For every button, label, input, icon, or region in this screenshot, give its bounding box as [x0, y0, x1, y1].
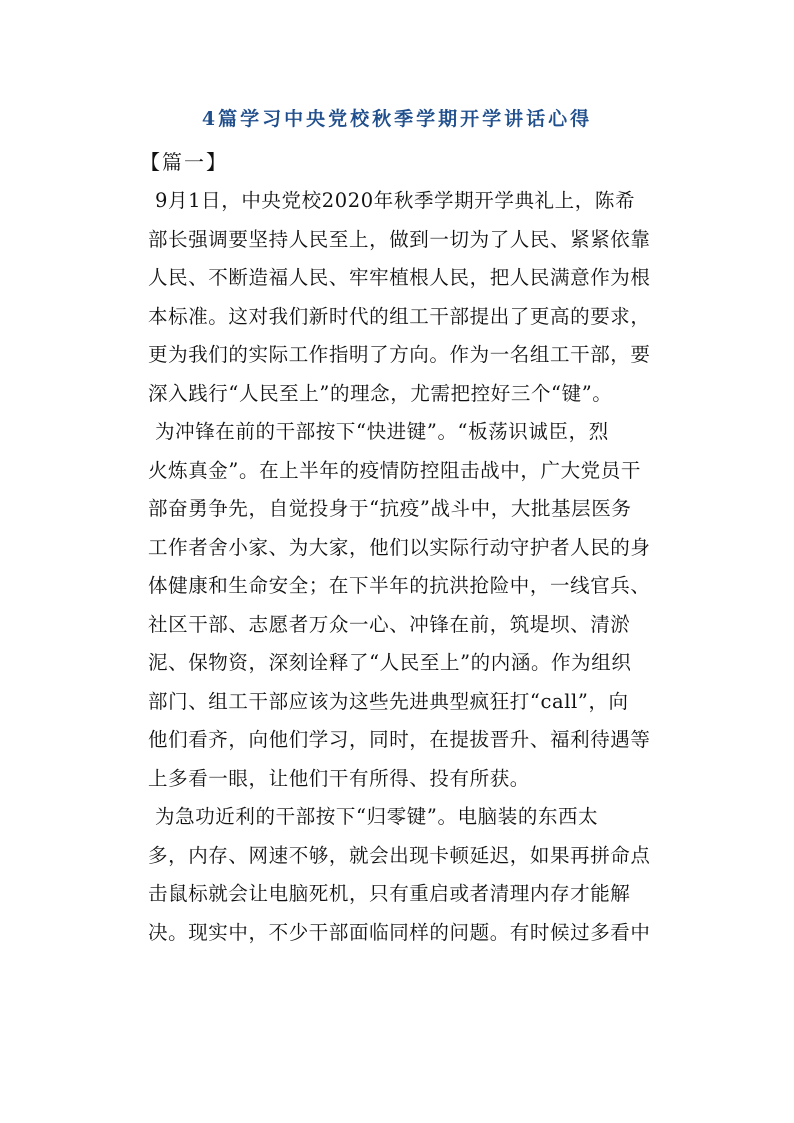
paragraph-line: 泥、保物资，深刻诠释了“人民至上”的内涵。作为组织 [148, 651, 632, 674]
paragraph-line: 多，内存、网速不够，就会出现卡顿延迟，如果再拼命点 [148, 843, 651, 867]
paragraph-line: 9月1日，中央党校2020年秋季学期开学典礼上，陈希 [155, 189, 636, 212]
paragraph-line: 部奋勇争先，自觉投身于“抗疫”战斗中，大批基层医务 [148, 497, 632, 520]
paragraph-line: 更为我们的实际工作指明了方向。作为一名组工干部，要 [148, 343, 651, 366]
paragraph-line: 为冲锋在前的干部按下“快进键”。“板荡识诚臣，烈 [155, 420, 609, 443]
paragraph-line: 他们看齐，向他们学习，同时，在提拔晋升、福利待遇等 [148, 728, 651, 751]
paragraph-line: 人民、不断造福人民、牢牢植根人民，把人民满意作为根 [148, 266, 651, 289]
paragraph-line: 社区干部、志愿者万众一心、冲锋在前，筑堤坝、清淤 [148, 612, 631, 636]
paragraph-line: 击鼠标就会让电脑死机，只有重启或者清理内存才能解 [148, 882, 631, 905]
paragraph-line: 为急功近利的干部按下“归零键”。电脑装的东西太 [155, 805, 599, 828]
paragraph-line: 火炼真金”。在上半年的疫情防控阻击战中，广大党员干 [148, 458, 641, 482]
paragraph-line: 部门、组工干部应该为这些先进典型疯狂打“call”，向 [148, 689, 629, 713]
paragraph-line: 本标准。这对我们新时代的组工干部提出了更高的要求， [148, 304, 651, 328]
paragraph-line: 工作者舍小家、为大家，他们以实际行动守护者人民的身 [148, 535, 651, 559]
document-title: 4篇学习中央党校秋季学期开学讲话心得 [201, 108, 593, 130]
section-label: 【篇一】 [140, 150, 228, 174]
body-text [148, 182, 678, 952]
paragraph-line: 决。现实中，不少干部面临同样的问题。有时候过多看中 [148, 920, 651, 944]
paragraph-line: 上多看一眼，让他们干有所得、投有所获。 [148, 766, 530, 790]
paragraph-line: 深入践行“人民至上”的理念，尤需把控好三个“键”。 [148, 381, 613, 405]
paragraph-line: 体健康和生命安全；在下半年的抗洪抢险中，一线官兵、 [148, 574, 651, 597]
paragraph-line: 部长强调要坚持人民至上，做到一切为了人民、紧紧依靠 [148, 227, 651, 251]
